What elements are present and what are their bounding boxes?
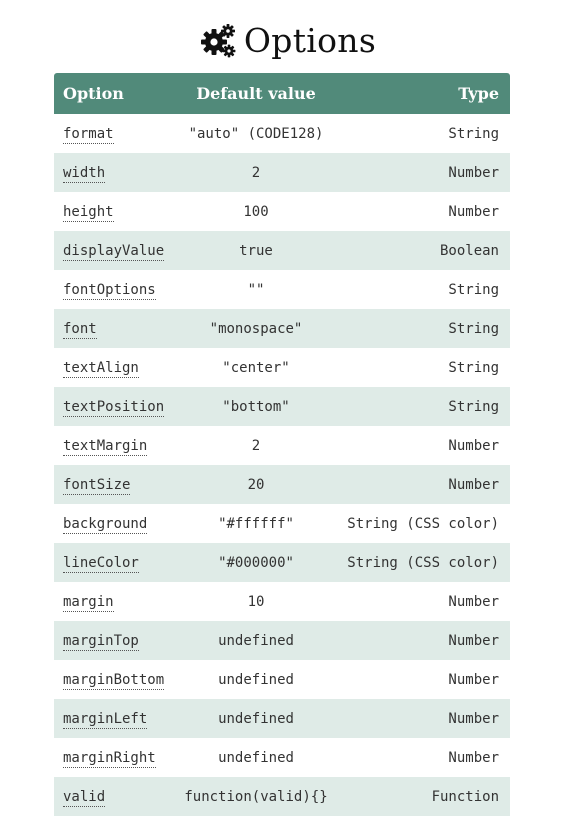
option-name[interactable]: marginLeft (63, 710, 148, 727)
type-cell: Number (448, 164, 499, 181)
table-row (54, 543, 510, 582)
option-name[interactable]: lineColor (63, 554, 139, 571)
table-row (54, 504, 510, 543)
option-name[interactable]: valid (63, 788, 106, 805)
table-row (54, 660, 510, 699)
default-value-cell: undefined (218, 710, 294, 727)
table-row (54, 465, 510, 504)
default-value-cell: "center" (222, 359, 290, 376)
type-cell: String (448, 398, 499, 415)
option-name[interactable]: margin (63, 593, 114, 610)
table-row (54, 114, 510, 153)
table-row (54, 387, 510, 426)
option-cell (54, 672, 182, 688)
table-row (54, 192, 510, 231)
type-cell: Function (431, 788, 499, 805)
default-value-cell: 10 (247, 593, 265, 610)
type-cell: String (448, 359, 499, 376)
type-cell: Number (448, 203, 499, 220)
option-name[interactable]: marginBottom (63, 671, 165, 688)
option-name[interactable]: textAlign (63, 359, 139, 376)
option-name[interactable]: font (63, 320, 97, 337)
default-value-cell: 20 (247, 476, 265, 493)
table-header (54, 73, 510, 114)
type-cell: Number (448, 710, 499, 727)
table-row (54, 738, 510, 777)
table-row (54, 699, 510, 738)
type-cell: Number (448, 749, 499, 766)
page-title (0, 18, 576, 62)
option-cell (54, 126, 182, 142)
option-cell (54, 321, 182, 337)
default-value-cell: "bottom" (222, 398, 290, 415)
type-cell: String (448, 125, 499, 142)
table-row (54, 426, 510, 465)
option-name[interactable]: width (63, 164, 106, 181)
table-row (54, 348, 510, 387)
option-name[interactable]: fontOptions (63, 281, 156, 298)
type-cell: String (CSS color) (347, 515, 499, 532)
default-value-cell: "#ffffff" (218, 515, 294, 532)
default-value-cell: "monospace" (209, 320, 303, 337)
type-cell: Boolean (439, 242, 499, 259)
table-body (54, 114, 510, 816)
option-name[interactable]: height (63, 203, 114, 220)
option-cell (54, 594, 182, 610)
table-row (54, 309, 510, 348)
table-row (54, 231, 510, 270)
option-cell (54, 204, 182, 220)
default-value-cell: undefined (218, 632, 294, 649)
type-cell: Number (448, 671, 499, 688)
type-cell: String (448, 281, 499, 298)
option-cell (54, 516, 182, 532)
option-cell (54, 360, 182, 376)
table-row (54, 582, 510, 621)
type-cell: String (CSS color) (347, 554, 499, 571)
type-cell: Number (448, 593, 499, 610)
table-row (54, 621, 510, 660)
option-name[interactable]: textPosition (63, 398, 165, 415)
option-cell (54, 282, 182, 298)
header-default-value: Default value (196, 84, 316, 103)
option-cell (54, 477, 182, 493)
type-cell: String (448, 320, 499, 337)
table-row (54, 153, 510, 192)
option-name[interactable]: marginRight (63, 749, 156, 766)
option-cell (54, 555, 182, 571)
page-title-text: Options (243, 20, 377, 60)
default-value-cell: "" (247, 281, 265, 298)
option-cell (54, 633, 182, 649)
default-value-cell: true (239, 242, 273, 259)
option-cell (54, 243, 182, 259)
default-value-cell: undefined (218, 671, 294, 688)
option-name[interactable]: marginTop (63, 632, 139, 649)
option-name[interactable]: format (63, 125, 114, 142)
table-row (54, 270, 510, 309)
default-value-cell: 2 (251, 164, 261, 181)
options-table (54, 73, 510, 816)
option-name[interactable]: fontSize (63, 476, 131, 493)
header-option: Option (63, 84, 124, 103)
default-value-cell: undefined (218, 749, 294, 766)
default-value-cell: 100 (243, 203, 269, 220)
default-value-cell: 2 (251, 437, 261, 454)
default-value-cell: "auto" (CODE128) (188, 125, 324, 142)
option-cell (54, 750, 182, 766)
option-cell (54, 789, 182, 805)
default-value-cell: function(valid){} (184, 788, 328, 805)
option-name[interactable]: displayValue (63, 242, 165, 259)
type-cell: Number (448, 632, 499, 649)
header-type: Type (458, 84, 499, 103)
option-cell (54, 711, 182, 727)
table-row (54, 777, 510, 816)
option-cell (54, 438, 182, 454)
option-name[interactable]: background (63, 515, 148, 532)
type-cell: Number (448, 476, 499, 493)
option-cell (54, 399, 182, 415)
option-cell (54, 165, 182, 181)
default-value-cell: "#000000" (218, 554, 294, 571)
option-name[interactable]: textMargin (63, 437, 148, 454)
type-cell: Number (448, 437, 499, 454)
gears-icon (200, 22, 236, 58)
